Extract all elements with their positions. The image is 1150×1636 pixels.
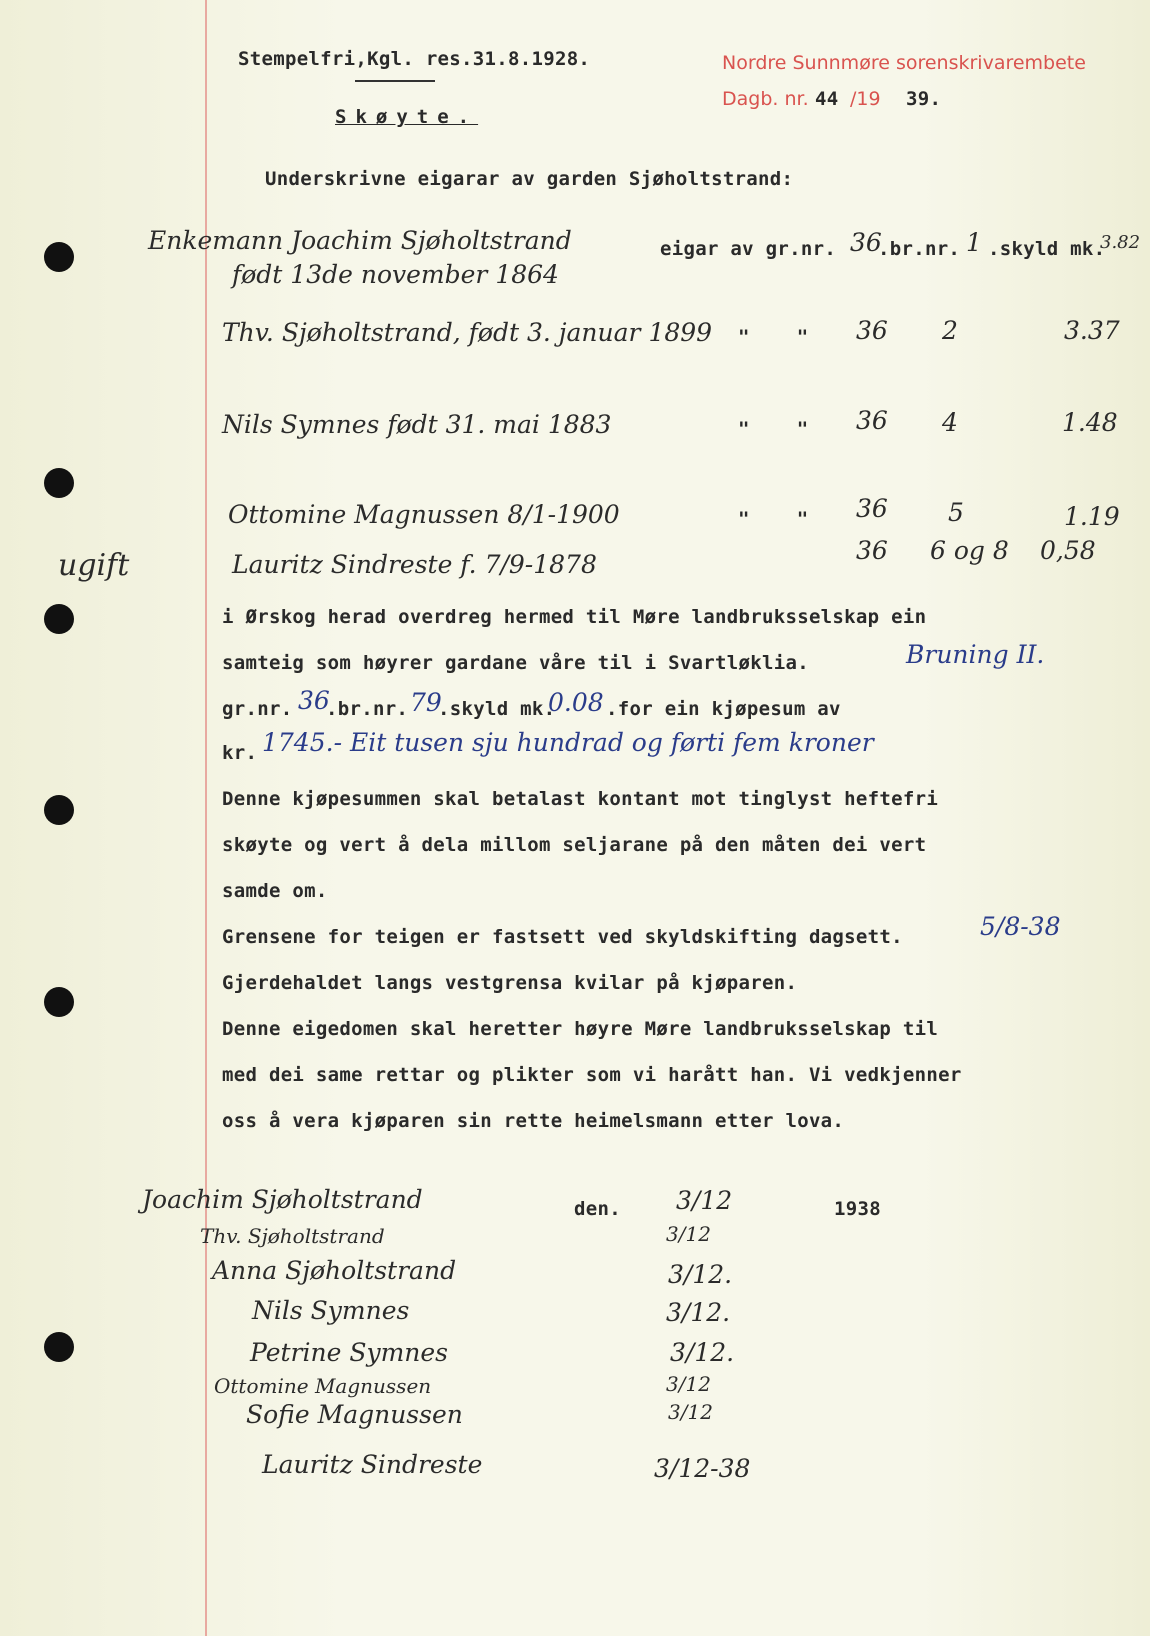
intro-line: Underskrivne eigarar av garden Sjøholtstrand: <box>265 168 794 190</box>
body-line: Denne kjøpesummen skal betalast kontant mot tinglyst heftefri <box>222 788 939 810</box>
signature: Thv. Sjøholtstrand <box>200 1224 385 1248</box>
stamp-exemption: Stempelfri,Kgl. res.31.8.1928. <box>238 48 591 70</box>
den-label: den. <box>574 1198 621 1220</box>
owner-1-skyld-label: .skyld mk. <box>988 238 1106 260</box>
owner-2-ditto: " " <box>738 326 844 348</box>
owner-3-name: Nils Symnes født 31. mai 1883 <box>222 410 612 439</box>
owner-4-gr: 36 <box>856 494 888 523</box>
signature: Petrine Symnes <box>250 1338 449 1367</box>
body-line: oss å vera kjøparen sin rette heimelsmann etter lova. <box>222 1110 845 1132</box>
dagb-year: 39. <box>906 88 942 110</box>
owner-5-br: 6 og 8 <box>930 536 1009 565</box>
fill-br-label: .br.nr. <box>326 698 409 720</box>
owner-2-gr: 36 <box>856 316 888 345</box>
owner-1-skyld: 3.82 <box>1100 232 1141 253</box>
owner-1-typed: eigar av gr.nr. <box>660 238 837 260</box>
body-line: med dei same rettar og plikter som vi harått han. Vi vedkjenner <box>222 1064 962 1086</box>
signature: Lauritz Sindreste <box>262 1450 483 1479</box>
body-line: samde om. <box>222 880 328 902</box>
owner-4-ditto: " " <box>738 508 844 530</box>
owner-2-br: 2 <box>942 316 958 345</box>
owner-5-gr: 36 <box>856 536 888 565</box>
body-line: kr. <box>222 742 258 764</box>
punch-hole <box>44 468 74 498</box>
owner-3-gr: 36 <box>856 406 888 435</box>
owner-3-br: 4 <box>942 408 958 437</box>
punch-hole <box>44 242 74 272</box>
owner-1-gr: 36 <box>850 228 882 257</box>
signature-year: 1938 <box>834 1198 881 1220</box>
signature: Nils Symnes <box>252 1296 410 1325</box>
purchase-sum: 1745.- Eit tusen sju hundrad og førti fem kroner <box>262 728 874 757</box>
owner-5-skyld: 0,58 <box>1040 536 1096 565</box>
teig-name: Bruning II. <box>906 640 1045 669</box>
punch-hole <box>44 1332 74 1362</box>
signature: Ottomine Magnussen <box>214 1374 432 1398</box>
signature-date: 3/12-38 <box>654 1454 751 1483</box>
dagb-year-prefix: /19 <box>850 88 881 110</box>
owner-2-skyld: 3.37 <box>1064 316 1120 345</box>
signature-date: 3/12. <box>670 1338 735 1367</box>
fill-skyld-label: .skyld mk. <box>438 698 556 720</box>
owner-4-skyld: 1.19 <box>1064 502 1120 531</box>
owner-2-name: Thv. Sjøholtstrand, født 3. januar 1899 <box>222 318 713 347</box>
signature-date: 3/12 <box>666 1222 711 1246</box>
owner-1-br: 1 <box>966 228 982 257</box>
document-title: Skøyte. <box>335 106 479 128</box>
signature-date: 3/12. <box>666 1298 731 1327</box>
signature: Joachim Sjøholtstrand <box>142 1185 423 1214</box>
signature-date: 3/12. <box>668 1260 733 1289</box>
body-line: i Ørskog herad overdreg hermed til Møre landbruksselskap ein <box>222 606 927 628</box>
signature-date: 3/12 <box>676 1186 733 1215</box>
punch-hole <box>44 795 74 825</box>
office-stamp: Nordre Sunnmøre sorenskrivarembete <box>722 52 1086 74</box>
skyldskifting-date: 5/8-38 <box>980 912 1061 941</box>
fill-kjop-label: .for ein kjøpesum av <box>606 698 841 720</box>
dagb-label: Dagb. nr. <box>722 88 809 110</box>
punch-hole <box>44 987 74 1017</box>
owner-1-name: Enkemann Joachim Sjøholtstrand <box>148 226 572 255</box>
punch-hole <box>44 604 74 634</box>
signature: Anna Sjøholtstrand <box>212 1256 457 1285</box>
owner-1-birth: født 13de november 1864 <box>232 260 559 289</box>
body-line: gr.nr. <box>222 698 293 720</box>
dagb-number: 44 <box>815 88 839 110</box>
body-line: Gjerdehaldet langs vestgrensa kvilar på kjøparen. <box>222 972 798 994</box>
body-line: Grensene for teigen er fastsett ved skyldskifting dagsett. <box>222 926 903 948</box>
owner-1-br-label: .br.nr. <box>878 238 961 260</box>
owner-3-skyld: 1.48 <box>1062 408 1118 437</box>
body-line: Denne eigedomen skal heretter høyre Møre landbruksselskap til <box>222 1018 939 1040</box>
owner-4-name: Ottomine Magnussen 8/1-1900 <box>228 500 620 529</box>
underline <box>355 80 435 82</box>
owner-4-br: 5 <box>948 498 964 527</box>
signature-date: 3/12 <box>668 1400 713 1424</box>
fill-skyld: 0.08 <box>548 688 604 717</box>
fill-br: 79 <box>410 688 442 717</box>
signature: Sofie Magnussen <box>246 1400 463 1429</box>
fill-gr: 36 <box>298 686 330 715</box>
body-line: skøyte og vert å dela millom seljarane på den måten dei vert <box>222 834 927 856</box>
margin-note: ugift <box>58 548 130 583</box>
owner-5-name: Lauritz Sindreste f. 7/9-1878 <box>232 550 597 579</box>
signature-date: 3/12 <box>666 1372 711 1396</box>
owner-3-ditto: " " <box>738 418 844 440</box>
body-line: samteig som høyrer gardane våre til i Svartløklia. <box>222 652 809 674</box>
